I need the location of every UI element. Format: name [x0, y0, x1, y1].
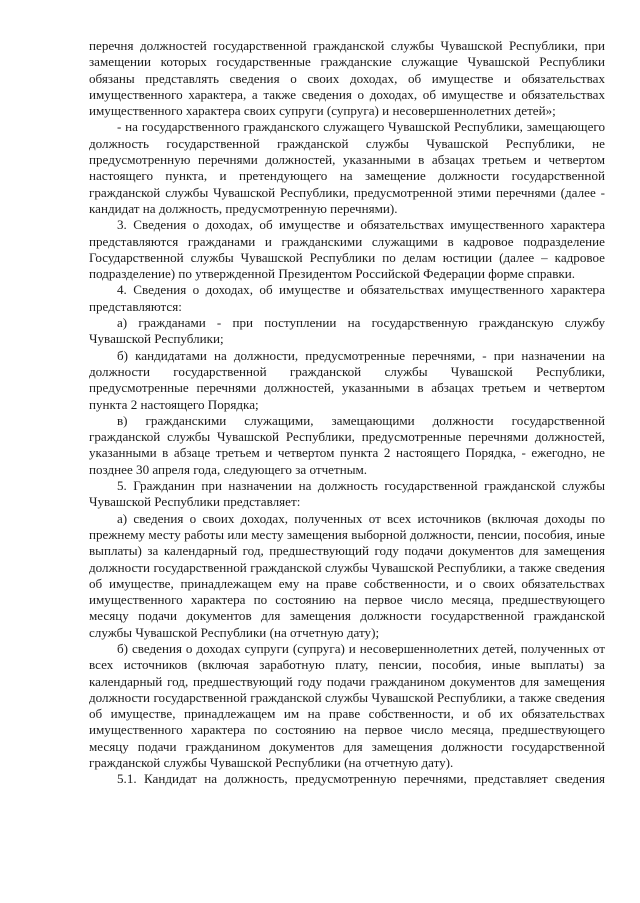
paragraph-list-continuation: перечня должностей государственной гражданской службы Чувашской Республики, при замещении которых государственные гражданские служащие Чувашской Республики обязаны представлять сведения о своих доходах, об имуществе и обязательствах имущественного характера, а также сведения о доходах, об имуществе и обязательствах имущественного характера своих супруги (супруга) и несовершеннолетних детей»;: [89, 38, 605, 119]
paragraph-item-5-1: 5.1. Кандидат на должность, предусмотренную перечнями, представляет сведения: [117, 771, 605, 787]
paragraph-item-4: 4. Сведения о доходах, об имуществе и обязательствах имущественного характера представляются:: [89, 282, 605, 314]
paragraph-item-4-a: а) гражданами - при поступлении на государственную гражданскую службу Чувашской Республики;: [89, 315, 605, 347]
paragraph-item-4-v: в) гражданскими служащими, замещающими должности государственной гражданской службы Чувашской Республики, предусмотренные перечнями должностей, указанными в абзаце третьем и четвертом пункта 2 настоящего Порядка, - ежегодно, не позднее 30 апреля года, следующего за отчетным.: [89, 412, 605, 477]
document-body: [89, 38, 605, 788]
paragraph-candidate-definition: - на государственного гражданского служащего Чувашской Республики, замещающего должность государственной гражданской службы Чувашской Республики, не предусмотренную перечнями должностей, указанными в абзацах третьем и четвертом настоящего пункта, и претендующего на замещение должности государственной гражданской службы Чувашской Республики, предусмотренной этими перечнями (далее - кандидат на должность, предусмотренную перечнями).: [89, 119, 605, 216]
paragraph-item-5-b: б) сведения о доходах супруги (супруга) и несовершеннолетних детей, полученных от всех источников (включая заработную плату, пенсии, пособия, иные выплаты) за календарный год, предшествующий году подачи гражданином документов для замещения должности государственной гражданской службы Чувашской Республики, а также сведения об имуществе, принадлежащем им на праве собственности, и об их обязательствах имущественного характера по состоянию на первое число месяца, предшествующего месяцу подачи гражданином документов для замещения должности государственной гражданской службы Чувашской Республики (на отчетную дату).: [89, 640, 605, 771]
paragraph-item-5-a: а) сведения о своих доходах, полученных от всех источников (включая доходы по прежнему месту работы или месту замещения выборной должности, пенсии, пособия, иные выплаты) за календарный год, предшествующий году подачи документов для замещения должности государственной гражданской службы Чувашской Республики, а также сведения об имуществе, принадлежащем ему на праве собственности, и о своих обязательствах имущественного характера по состоянию на первое число месяца, предшествующего месяцу подачи документов для замещения должности государственной гражданской службы Чувашской Республики (на отчетную дату);: [89, 510, 605, 640]
paragraph-item-4-b: б) кандидатами на должности, предусмотренные перечнями, - при назначении на должности государственной гражданской службы Чувашской Республики, предусмотренные перечнями должностей, указанными в абзацах третьем и четвертом пункта 2 настоящего Порядка;: [89, 347, 605, 412]
paragraph-item-3: 3. Сведения о доходах, об имуществе и обязательствах имущественного характера представляются гражданами и гражданскими служащими в кадровое подразделение Государственной службы Чувашской Республики по делам юстиции (далее – кадровое подразделение) по утвержденной Президентом Российской Федерации форме справки.: [89, 217, 605, 282]
paragraph-item-5: 5. Гражданин при назначении на должность государственной гражданской службы Чувашской Республики представляет:: [89, 478, 605, 510]
